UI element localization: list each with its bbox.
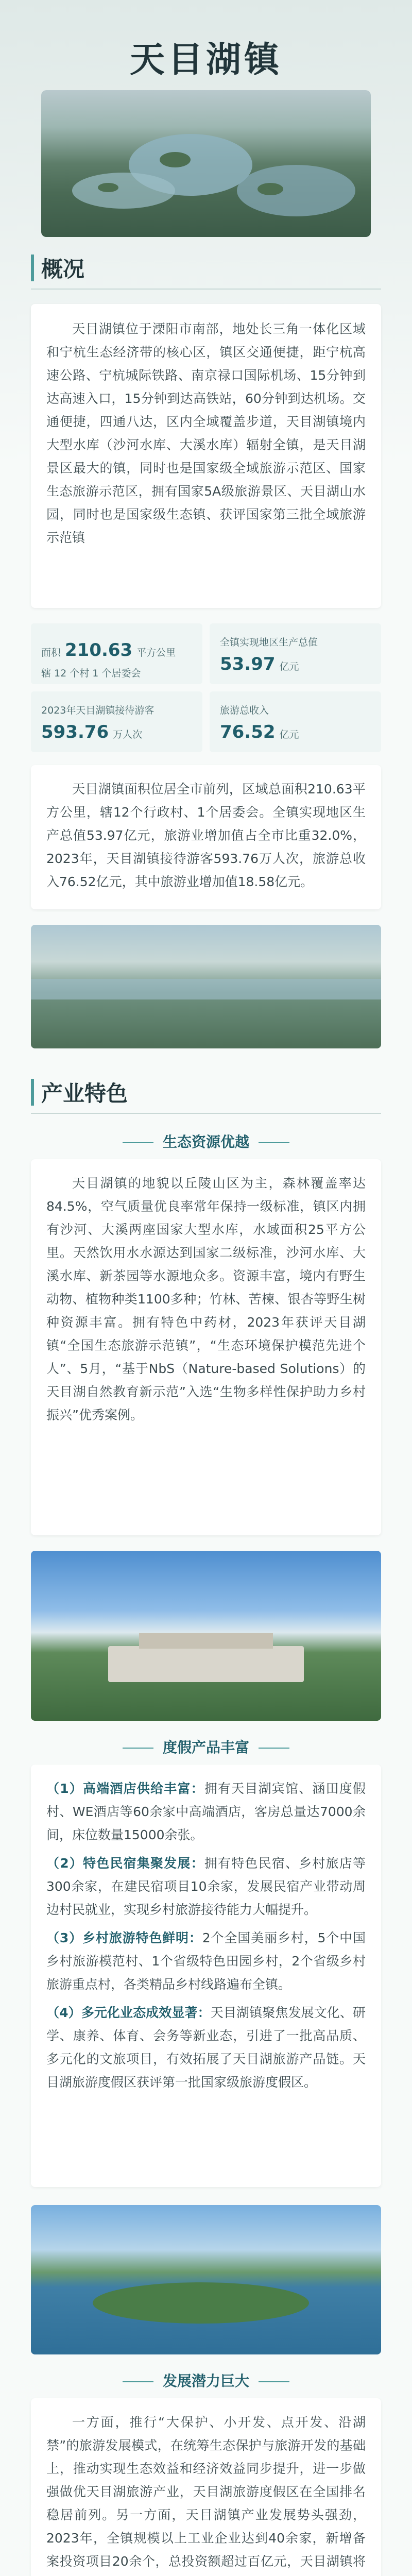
eco-paragraph: 天目湖镇的地貌以丘陵山区为主，森林覆盖率达84.5%，空气质量优良率常年保持一级标准，镇区内拥有沙河、大溪两座国家大型水库，水域面积25平方公里。天然饮用水水源达到国家二级标准，沙河水库、大溪水库、新茶园等水源地众多。资源丰富，境内有野生动物、植物种类1100多种；竹林、苦楝、银杏等野生树种资源丰富。拥有特色中药材，2023年获评天目湖镇“全国生态旅游示范镇”，“生态环境保护模范先进个人”、5月，“基于NbS（Nature-based Solutions）的天目湖自然教育新示范”入选“生物多样性保护助力乡村振兴”优秀案例。 xyxy=(46,1176,366,1422)
stat-visitors xyxy=(31,691,202,752)
stat-revenue xyxy=(210,691,381,752)
products-card xyxy=(31,1765,381,2187)
divider xyxy=(31,289,381,290)
subsection-title-develop: 发展潜力巨大 xyxy=(31,2370,381,2391)
page-title: 天目湖镇 xyxy=(129,40,282,80)
overview-stats xyxy=(31,623,381,752)
section-title-industry: 产业特色 xyxy=(41,1081,128,1106)
stat-value: 53.97 xyxy=(220,654,276,674)
stat-value: 76.52 xyxy=(220,722,276,742)
overview-card xyxy=(31,304,381,608)
stat-unit: 亿元 xyxy=(279,729,299,740)
subsection-title-eco: 生态资源优越 xyxy=(31,1131,381,1151)
develop-card xyxy=(31,2398,381,2576)
overview-paragraph-2: 天目湖镇面积位居全市前列，区域总面积210.63平方公里，辖12个行政村、1个居委会。全镇实现地区生产总值53.97亿元，旅游业增加值占全市比重32.0%，2023年，天目湖镇接待游客593.76万人次，旅游总收入76.52亿元，其中旅游业增加值18.58亿元。 xyxy=(46,782,366,889)
section-title-overview: 概况 xyxy=(41,257,85,282)
hero-aerial-photo xyxy=(41,90,371,237)
stat-area xyxy=(31,623,202,684)
stat-unit: 万人次 xyxy=(113,729,143,740)
stat-value: 210.63 xyxy=(65,640,133,660)
stat-label: 全镇实现地区生产总值 xyxy=(220,637,318,648)
mountain-lake-photo xyxy=(31,925,381,1048)
develop-paragraph: 一方面，推行“大保护、小开发、点开发、沿湖禁”的旅游发展模式，在统筹生态保护与旅游开发的基础上，推动实现生态效益和经济效益同步提升，进一步做强做优天目湖旅游产业，天目湖旅游度假区在全国排名稳居前列。另一方面，天目湖镇产业发展势头强劲，2023年，全镇规模以上工业企业达到40余家，新增备案投资项目20余个，总投资额超过百亿元，天目湖镇将 xyxy=(46,2415,366,2569)
product-item: （4）多元化业态成效显著：天目湖镇聚焦发展文化、研学、康养、体育、会务等新业态，引进了一批高品质、多元化的文旅项目，有效拓展了天目湖旅游产品链。天目湖旅游度假区获评第一批国家级旅游度假区。 xyxy=(46,2005,366,2090)
product-item: （1）高端酒店供给丰富：拥有天目湖宾馆、涵田度假村、WE酒店等60余家中高端酒店，客房总量达7000余间，床位数量15000余张。 xyxy=(46,1781,366,1842)
stat-unit: 平方公里 xyxy=(136,647,176,658)
divider xyxy=(31,1113,381,1114)
stat-sub: 辖 12 个村 1 个居委会 xyxy=(41,668,141,679)
stat-gdp xyxy=(210,623,381,684)
eco-card xyxy=(31,1159,381,1535)
overview-paragraph: 天目湖镇位于溧阳市南部，地处长三角一体化区域和宁杭生态经济带的核心区，镇区交通便捷，距宁杭高速公路、宁杭城际铁路、南京禄口国际机场、15分钟到达高速入口，15分钟到达高铁站，60分钟到达机场。交通便捷，四通八达，区内全域覆盖步道，天目湖镇境内大型水库（沙河水库、大溪水库）辐射全镇，是天目湖景区最大的镇，同时也是国家级全域旅游示范区、国家生态旅游示范区，拥有国家5A级旅游景区、天目湖山水园，同时也是国家级生态镇、获评国家第三批全域旅游示范镇 xyxy=(46,321,366,545)
stat-label: 旅游总收入 xyxy=(220,705,269,716)
section-header-overview xyxy=(31,252,84,283)
stat-label: 面积 xyxy=(41,647,61,658)
subsection-title-products: 度假产品丰富 xyxy=(31,1736,381,1757)
product-item: （3）乡村旅游特色鲜明：2个全国美丽乡村，5个中国乡村旅游模范村、1个省级特色田园乡村，2个省级乡村旅游重点村，各类精品乡村线路遍布全镇。 xyxy=(46,1930,366,1992)
stat-value: 593.76 xyxy=(41,722,109,742)
resort-hotel-photo xyxy=(31,1551,381,1721)
section-header-industry xyxy=(31,1077,128,1108)
lake-islands-photo xyxy=(31,2205,381,2354)
overview-card-2 xyxy=(31,765,381,909)
product-item: （2）特色民宿集聚发展：拥有特色民宿、乡村旅店等300余家，在建民宿项目10余家，发展民宿产业带动周边村民就业，实现乡村旅游接待能力大幅提升。 xyxy=(46,1856,366,1917)
stat-unit: 亿元 xyxy=(279,661,299,672)
stat-label: 2023年天目湖镇接待游客 xyxy=(41,705,154,716)
